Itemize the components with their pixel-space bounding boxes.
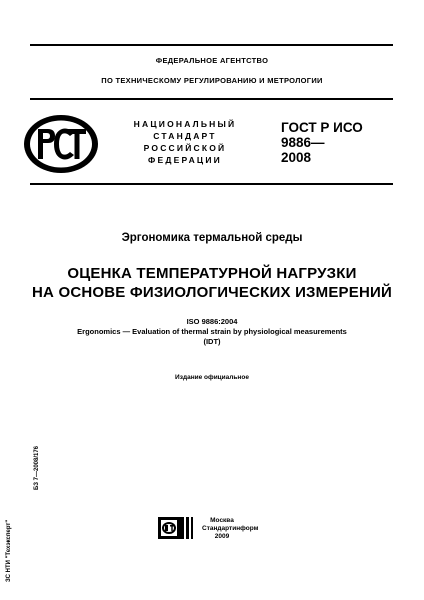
iso-identity: (IDT) [203, 337, 221, 346]
agency-line-1: ФЕДЕРАЛЬНОЕ АГЕНТСТВО [155, 56, 269, 65]
rst-emblem-icon [22, 113, 100, 175]
publisher-name: Стандартинформ [202, 525, 259, 532]
document-title-line-1: ОЦЕНКА ТЕМПЕРАТУРНОЙ НАГРУЗКИ [67, 265, 357, 282]
iso-code: ISO 9886:2004 [186, 317, 238, 326]
designation-line-2: 9886— [281, 135, 325, 150]
agency-line-2: ПО ТЕХНИЧЕСКОМУ РЕГУЛИРОВАНИЮ И МЕТРОЛОГИИ [101, 76, 323, 85]
standard-type-line-4: ФЕДЕРАЦИИ [148, 155, 222, 165]
iso-english-title: Ergonomics — Evaluation of thermal strain by physiological measurements [77, 327, 347, 336]
publisher-city: Москва [210, 517, 234, 524]
designation-line-3: 2008 [281, 150, 312, 165]
header-rule [30, 183, 393, 185]
edition-label: Издание официальное [175, 374, 249, 381]
document-subtitle: Эргономика термальной среды [121, 232, 303, 244]
footer-stamp: ЗС НТИ "Техэксперт" [6, 519, 12, 582]
agency-rule [30, 98, 393, 100]
document-title-line-2: НА ОСНОВЕ ФИЗИОЛОГИЧЕСКИХ ИЗМЕРЕНИЙ [32, 284, 392, 301]
standard-type-line-1: НАЦИОНАЛЬНЫЙ [133, 119, 237, 129]
designation-line-1: ГОСТ Р ИСО [281, 120, 363, 135]
standard-type-line-2: СТАНДАРТ [153, 131, 217, 141]
top-rule [30, 44, 393, 46]
side-note: БЗ 7—2008/176 [34, 445, 40, 490]
publisher-year: 2009 [214, 533, 230, 540]
standard-type-line-3: РОССИЙСКОЙ [143, 143, 227, 153]
standartinform-logo-icon [158, 516, 198, 540]
